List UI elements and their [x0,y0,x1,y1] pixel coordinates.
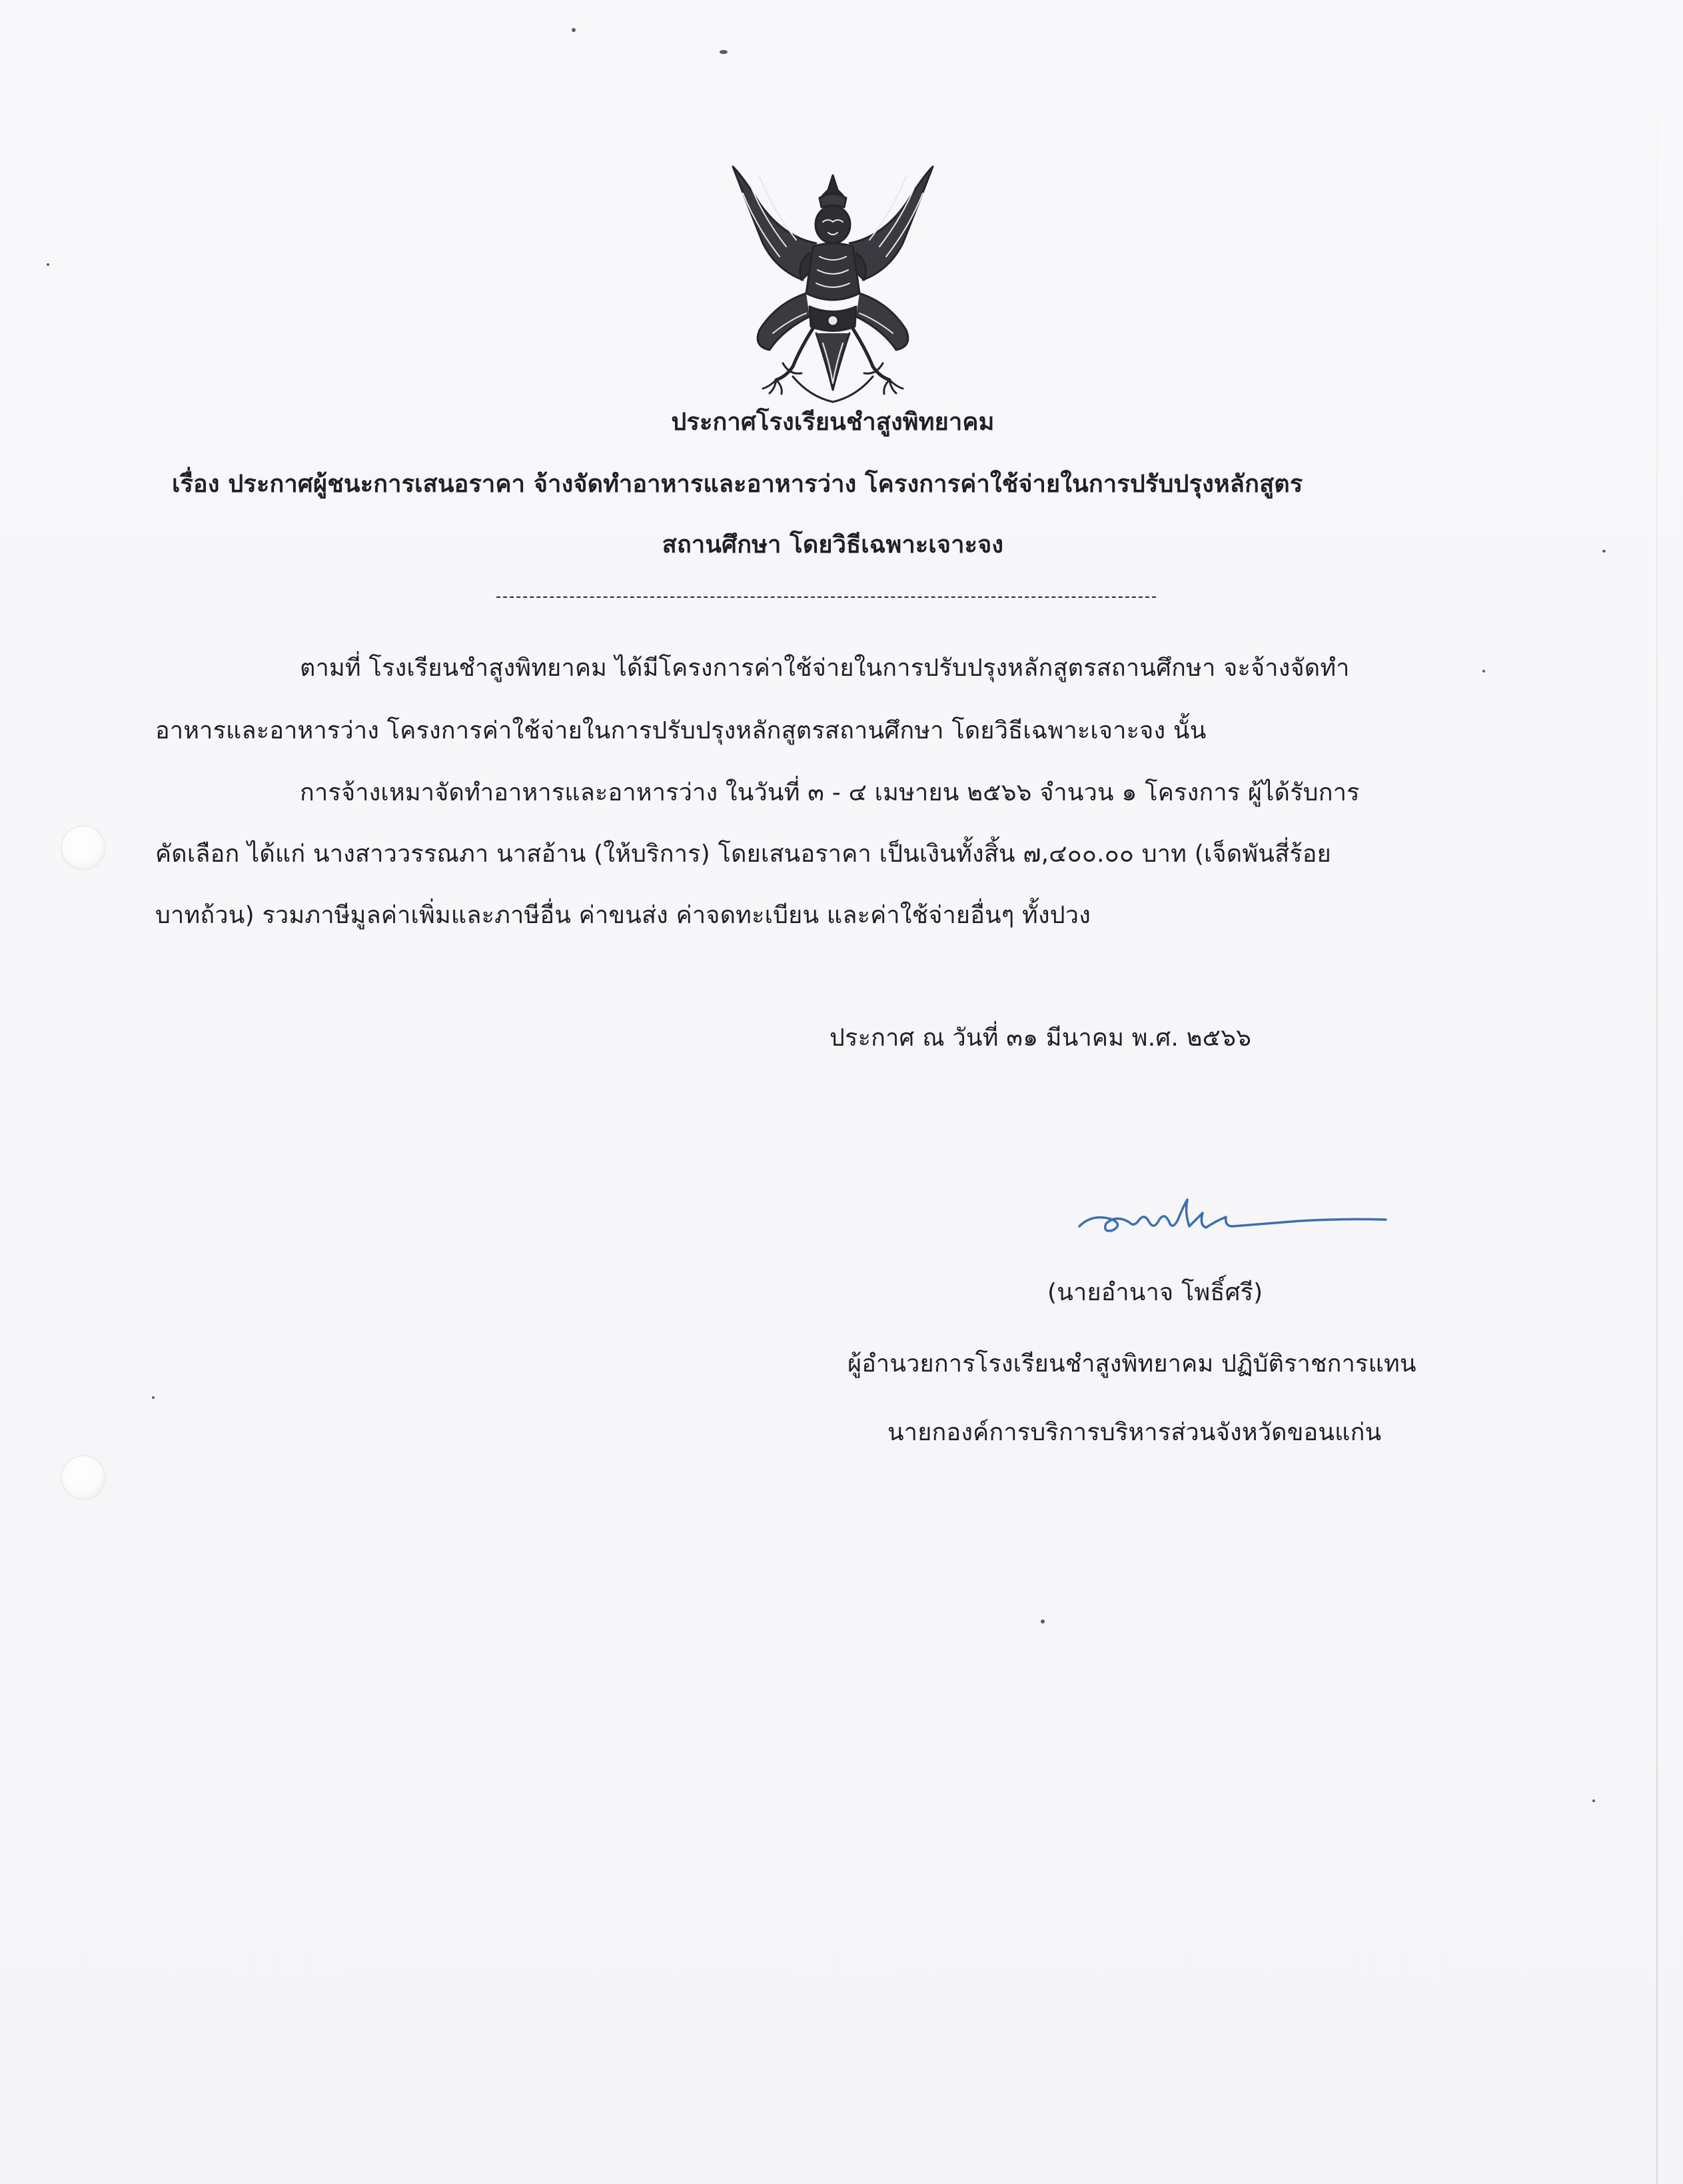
subject-line-2: สถานศึกษา โดยวิธีเฉพาะเจาะจง [662,531,1004,558]
announcement-title: ประกาศโรงเรียนชำสูงพิทยาคม [671,409,995,436]
paragraph-2-line-2: คัดเลือก ได้แก่ นางสาววรรณภา นาสอ้าน (ให้บริการ) โดยเสนอราคา เป็นเงินทั้งสิ้น ๗,๔๐๐.๐๐ บาท (เจ็ดพันสี่ร้อย [155,840,1331,868]
signer-position-1: ผู้อำนวยการโรงเรียนชำสูงพิทยาคม ปฏิบัติราชการแทน [847,1350,1416,1378]
header-divider [496,596,1156,598]
paragraph-1-line-1: ตามที่ โรงเรียนชำสูงพิทยาคม ได้มีโครงการค่าใช้จ่ายในการปรับปรุงหลักสูตรสถานศึกษา จะจ้างจัดทำ [300,654,1350,682]
scan-speck [1041,1620,1045,1624]
handwritten-signature [1066,1173,1399,1246]
signer-name: (นายอำนาจ โพธิ์ศรี) [1047,1279,1263,1306]
garuda-emblem-icon [723,163,943,407]
subject-line-1: เรื่อง ประกาศผู้ชนะการเสนอราคา จ้างจัดทำอาหารและอาหารว่าง โครงการค่าใช้จ่ายในการปรับปรุงหลักสูตร [172,471,1303,498]
paragraph-2-line-1: การจ้างเหมาจัดทำอาหารและอาหารว่าง ในวันที่ ๓ - ๔ เมษายน ๒๕๖๖ จำนวน ๑ โครงการ ผู้ได้รับการ [300,779,1360,806]
page-edge [1656,0,1658,2184]
paragraph-1-line-2: อาหารและอาหารว่าง โครงการค่าใช้จ่ายในการปรับปรุงหลักสูตรสถานศึกษา โดยวิธีเฉพาะเจาะจง นั้น [155,717,1207,744]
punch-hole [62,826,105,869]
punch-hole [62,1456,105,1499]
scan-speck [152,1396,155,1399]
scan-speck [47,263,49,266]
scan-speck [572,28,576,32]
signer-position-2: นายกองค์การบริการบริหารส่วนจังหวัดขอนแก่น [887,1419,1382,1446]
paragraph-2-line-3: บาทถ้วน) รวมภาษีมูลค่าเพิ่มและภาษีอื่น ค่าขนส่ง ค่าจดทะเบียน และค่าใช้จ่ายอื่นๆ ทั้งปวง [155,902,1091,929]
scan-speck [1482,670,1485,672]
scan-speck [1592,1799,1595,1802]
scan-speck [720,50,728,54]
announcement-date: ประกาศ ณ วันที่ ๓๑ มีนาคม พ.ศ. ๒๕๖๖ [830,1024,1252,1052]
